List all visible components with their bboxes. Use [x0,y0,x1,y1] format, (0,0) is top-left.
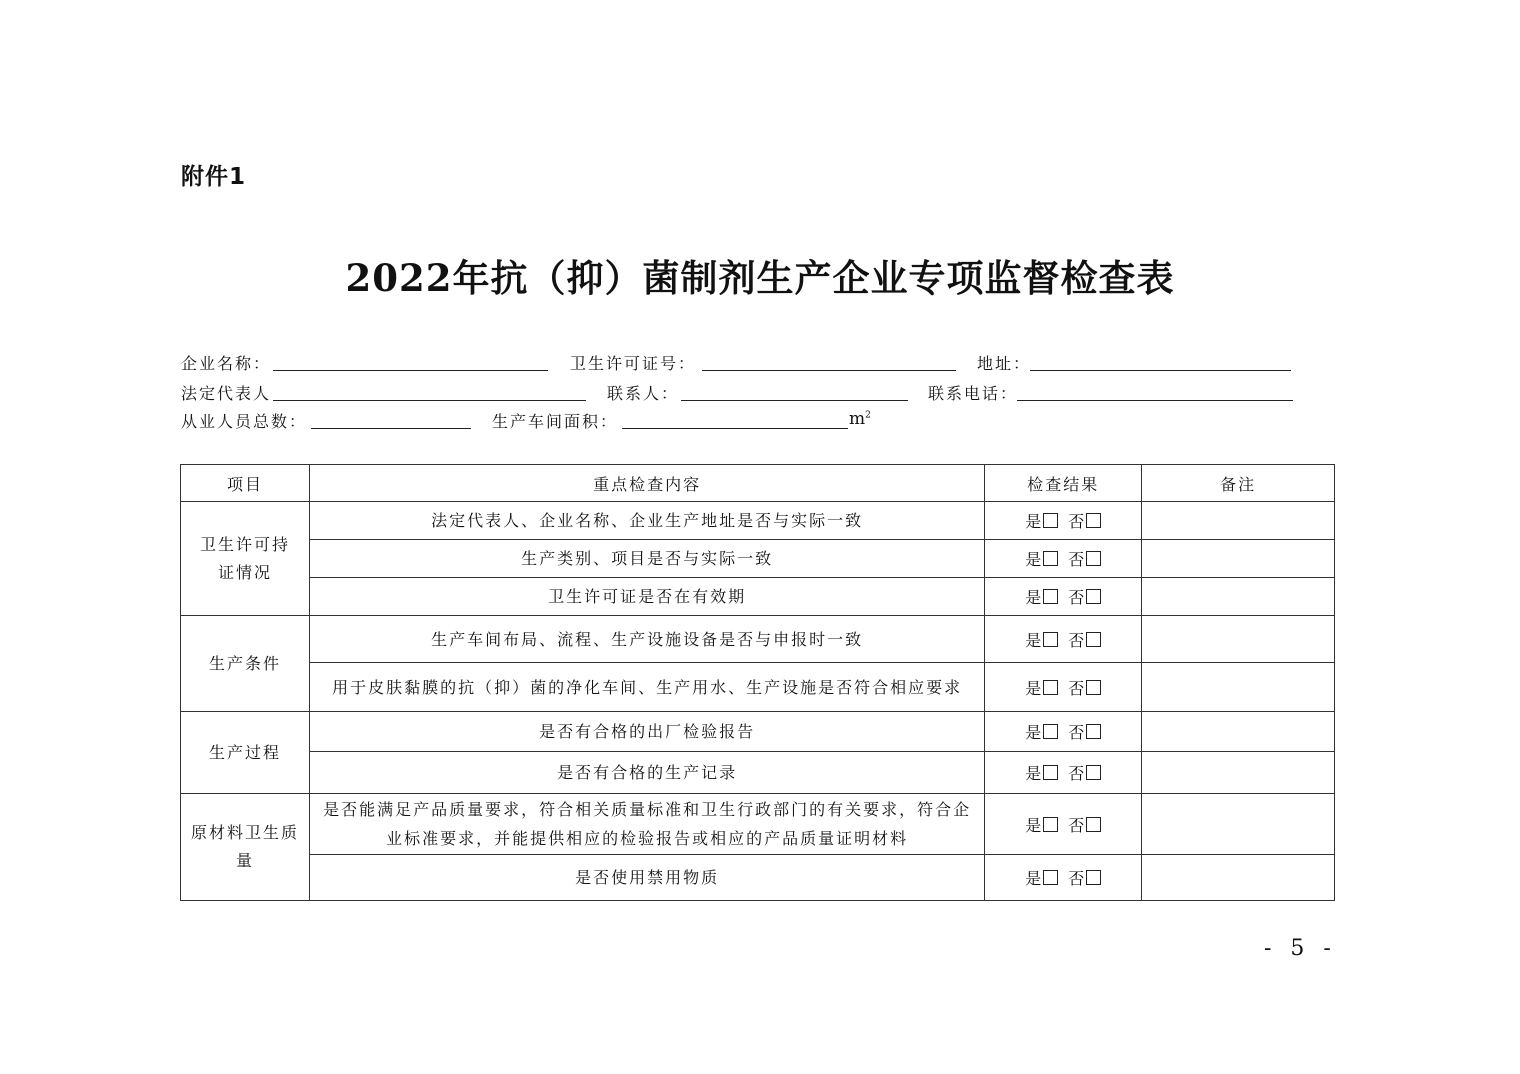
category-label: 生产过程 [208,742,281,762]
no-checkbox[interactable] [1086,870,1101,885]
remarks-cell[interactable] [1142,616,1335,663]
table-row [181,752,1335,794]
no-label: 否 [1068,764,1086,783]
category-cell [181,794,310,901]
header-result: 检查结果 [985,465,1142,502]
yes-label: 是 [1025,550,1043,569]
contact-field[interactable] [681,381,908,401]
check-content-cell: 生产车间布局、流程、生产设施设备是否与申报时一致 [309,616,984,663]
yes-checkbox[interactable] [1043,589,1058,604]
remarks-cell[interactable] [1142,578,1335,616]
yes-checkbox[interactable] [1043,632,1058,647]
yes-checkbox[interactable] [1043,551,1058,566]
yes-checkbox[interactable] [1043,765,1058,780]
yes-label: 是 [1025,764,1043,783]
yes-label: 是 [1025,869,1043,888]
page-number: - 5 - [1264,936,1337,961]
check-content-cell: 法定代表人、企业名称、企业生产地址是否与实际一致 [309,502,984,540]
staff-label: 从业人员总数： [181,412,308,431]
no-label: 否 [1068,630,1086,650]
remarks-cell[interactable] [1142,794,1335,855]
yes-label: 是 [1025,815,1043,835]
result-cell [985,663,1142,712]
category-label: 生产条件 [208,653,281,673]
no-label: 否 [1068,512,1086,531]
contact-label: 联系人： [607,384,680,403]
inspection-table [180,464,1335,901]
phone-field[interactable] [1017,381,1293,401]
no-label: 否 [1068,588,1086,607]
yes-label: 是 [1025,630,1043,650]
check-content-cell: 是否能满足产品质量要求，符合相关质量标准和卫生行政部门的有关要求，符合企业标准要求，并能提供相应的检验报告或相应的产品质量证明材料 [309,794,984,855]
check-content-cell: 是否有合格的生产记录 [309,752,984,794]
table-row [181,855,1335,901]
remarks-cell[interactable] [1142,752,1335,794]
no-checkbox[interactable] [1086,632,1101,647]
yes-checkbox[interactable] [1043,817,1058,832]
no-label: 否 [1068,678,1086,698]
no-label: 否 [1068,869,1086,888]
yes-label: 是 [1025,512,1043,531]
result-cell [985,616,1142,663]
license-field[interactable] [702,351,956,371]
table-row [181,616,1335,663]
staff-field[interactable] [311,409,471,429]
result-cell [985,578,1142,616]
remarks-cell[interactable] [1142,855,1335,901]
no-checkbox[interactable] [1086,680,1101,695]
area-label: 生产车间面积： [492,412,619,431]
license-label: 卫生许可证号： [570,354,697,373]
address-field[interactable] [1030,351,1291,371]
yes-label: 是 [1025,588,1043,607]
table-row [181,502,1335,540]
check-content-cell: 用于皮肤黏膜的抗（抑）菌的净化车间、生产用水、生产设施是否符合相应要求 [309,663,984,712]
remarks-cell[interactable] [1142,540,1335,578]
company-name-label: 企业名称： [181,354,272,373]
table-row [181,712,1335,752]
phone-label: 联系电话： [928,384,1019,403]
yes-label: 是 [1025,723,1043,742]
check-content-cell: 是否有合格的出厂检验报告 [309,712,984,752]
result-cell [985,794,1142,855]
check-content-cell: 卫生许可证是否在有效期 [309,578,984,616]
check-content-cell: 是否使用禁用物质 [309,855,984,901]
area-field[interactable] [622,409,848,429]
no-label: 否 [1068,550,1086,569]
table-row [181,794,1335,855]
result-cell [985,712,1142,752]
company-name-field[interactable] [273,351,548,371]
remarks-cell[interactable] [1142,502,1335,540]
header-category: 项目 [181,465,310,502]
header-content: 重点检查内容 [309,465,984,502]
no-checkbox[interactable] [1086,765,1101,780]
yes-checkbox[interactable] [1043,724,1058,739]
no-checkbox[interactable] [1086,589,1101,604]
result-cell [985,855,1142,901]
yes-checkbox[interactable] [1043,870,1058,885]
result-cell [985,752,1142,794]
remarks-cell[interactable] [1142,712,1335,752]
no-checkbox[interactable] [1086,724,1101,739]
no-label: 否 [1068,723,1086,742]
remarks-cell[interactable] [1142,663,1335,712]
no-checkbox[interactable] [1086,817,1101,832]
legal-rep-label: 法定代表人 [181,384,272,403]
check-content-cell: 生产类别、项目是否与实际一致 [309,540,984,578]
page-title: 2022年抗（抑）菌制剂生产企业专项监督检查表 [345,256,1175,300]
table-body [181,502,1335,901]
category-label: 原材料卫生质量 [190,823,299,870]
table-row [181,540,1335,578]
result-cell [985,540,1142,578]
table-row [181,663,1335,712]
category-label: 卫生许可持证情况 [199,534,290,582]
category-cell [181,502,310,616]
no-checkbox[interactable] [1086,551,1101,566]
header-remarks: 备注 [1142,465,1335,502]
result-cell [985,502,1142,540]
yes-checkbox[interactable] [1043,513,1058,528]
no-checkbox[interactable] [1086,513,1101,528]
table-row [181,578,1335,616]
no-label: 否 [1068,815,1086,835]
category-cell [181,712,310,794]
area-unit: $m^2$ [849,409,871,429]
category-cell [181,616,310,712]
yes-label: 是 [1025,678,1043,698]
address-label: 地址： [977,354,1032,373]
attachment-label: 附件1 [181,164,247,190]
yes-checkbox[interactable] [1043,680,1058,695]
legal-rep-field[interactable] [273,381,586,401]
table-header-row [181,465,1335,502]
